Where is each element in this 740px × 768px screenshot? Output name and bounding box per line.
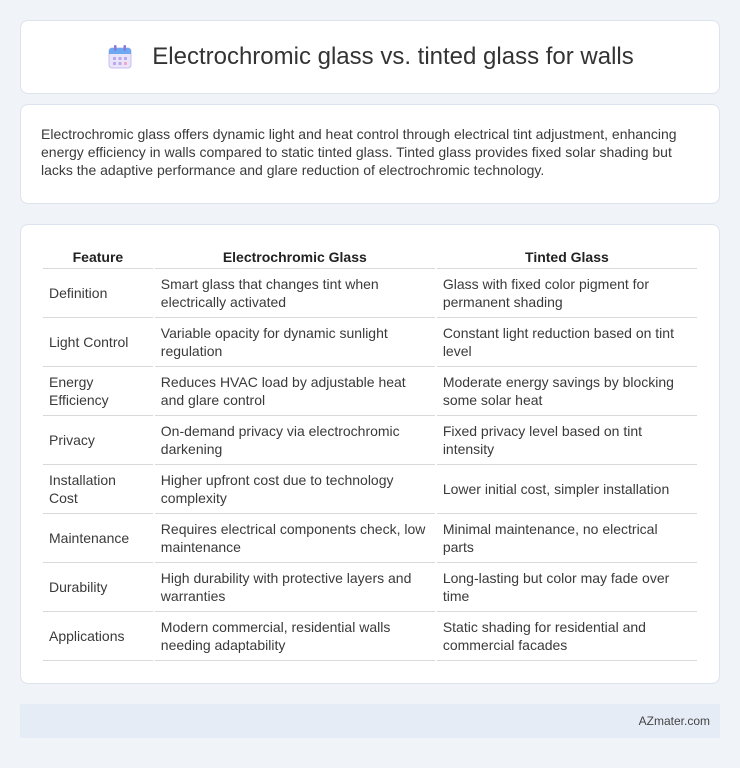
column-header-electrochromic: Electrochromic Glass <box>155 245 435 269</box>
table-row <box>43 514 697 563</box>
tinted-cell: Lower initial cost, simpler installation <box>437 465 697 514</box>
feature-cell: Applications <box>43 612 153 661</box>
electrochromic-cell: Modern commercial, residential walls needing adaptability <box>155 612 435 661</box>
comparison-table <box>41 245 699 661</box>
column-header-tinted: Tinted Glass <box>437 245 697 269</box>
tinted-cell: Fixed privacy level based on tint intensity <box>437 416 697 465</box>
tinted-cell: Moderate energy savings by blocking some solar heat <box>437 367 697 416</box>
table-row <box>43 318 697 367</box>
calendar-icon <box>106 43 134 71</box>
tinted-cell: Long-lasting but color may fade over time <box>437 563 697 612</box>
summary-card <box>20 104 720 204</box>
tinted-cell: Glass with fixed color pigment for permanent shading <box>437 269 697 318</box>
electrochromic-cell: Smart glass that changes tint when electrically activated <box>155 269 435 318</box>
electrochromic-cell: High durability with protective layers and warranties <box>155 563 435 612</box>
feature-cell: Definition <box>43 269 153 318</box>
electrochromic-cell: Reduces HVAC load by adjustable heat and glare control <box>155 367 435 416</box>
footer-brand: AZmater.com <box>638 714 710 728</box>
column-header-feature: Feature <box>43 245 153 269</box>
summary-text: Electrochromic glass offers dynamic light and heat control through electrical tint adjustment, enhancing energy efficiency in walls compared to static tinted glass. Tinted glass provides fixed solar shading but lacks the adaptive performance and glare reduction of electrochromic technology. <box>41 126 677 178</box>
table-row <box>43 416 697 465</box>
feature-cell: Privacy <box>43 416 153 465</box>
table-row <box>43 563 697 612</box>
tinted-cell: Constant light reduction based on tint level <box>437 318 697 367</box>
electrochromic-cell: Requires electrical components check, low maintenance <box>155 514 435 563</box>
feature-cell: Energy Efficiency <box>43 367 153 416</box>
title-wrap <box>106 43 634 71</box>
electrochromic-cell: On-demand privacy via electrochromic darkening <box>155 416 435 465</box>
tinted-cell: Minimal maintenance, no electrical parts <box>437 514 697 563</box>
table-row <box>43 269 697 318</box>
page-title: Electrochromic glass vs. tinted glass for walls <box>152 43 634 70</box>
table-row <box>43 612 697 661</box>
feature-cell: Maintenance <box>43 514 153 563</box>
electrochromic-cell: Variable opacity for dynamic sunlight regulation <box>155 318 435 367</box>
feature-cell: Light Control <box>43 318 153 367</box>
electrochromic-cell: Higher upfront cost due to technology complexity <box>155 465 435 514</box>
table-row <box>43 367 697 416</box>
title-card <box>20 20 720 94</box>
tinted-cell: Static shading for residential and commercial facades <box>437 612 697 661</box>
table-header-row <box>43 245 697 269</box>
feature-cell: Installation Cost <box>43 465 153 514</box>
footer-bar <box>20 704 720 738</box>
comparison-card <box>20 224 720 684</box>
feature-cell: Durability <box>43 563 153 612</box>
table-row <box>43 465 697 514</box>
